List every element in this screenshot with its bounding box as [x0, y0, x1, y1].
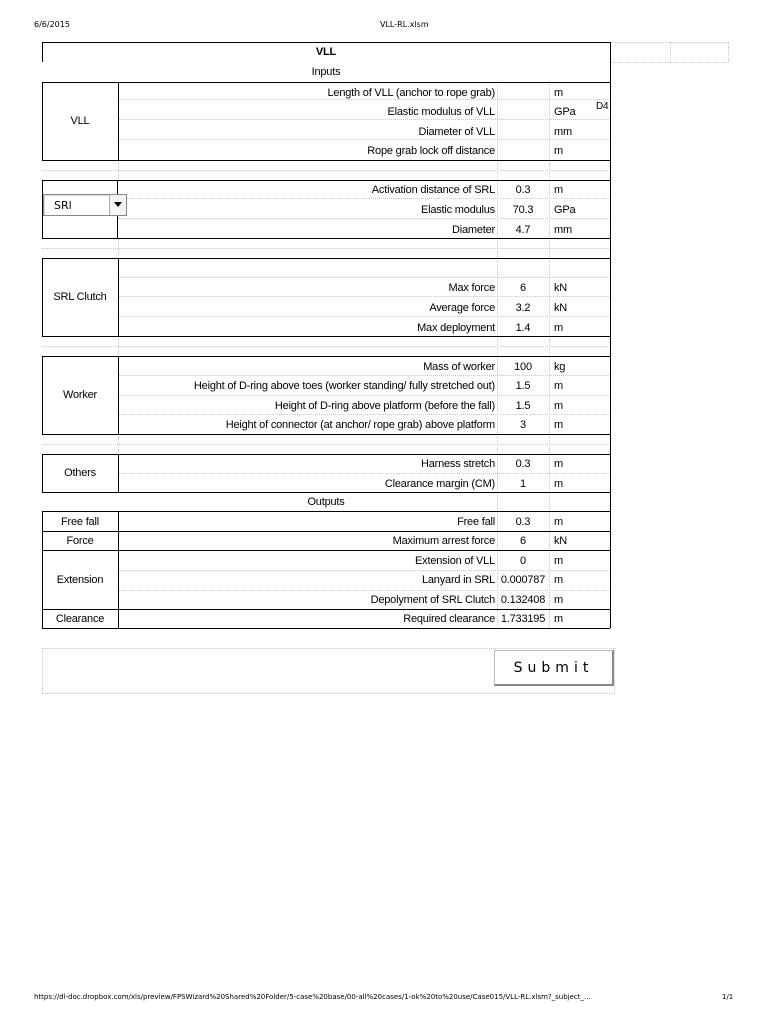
row-label: Mass of worker: [423, 361, 495, 373]
row-value[interactable]: 0.3: [515, 458, 531, 470]
row-value: 6: [520, 535, 526, 547]
row-value[interactable]: 70.3: [512, 204, 534, 216]
row-value[interactable]: 1.5: [515, 400, 531, 412]
row-label: Required clearance: [403, 613, 495, 625]
row-value[interactable]: 3: [520, 419, 526, 431]
row-value[interactable]: 1: [520, 478, 526, 490]
row-value: 0.000787: [500, 574, 546, 586]
output-label-extension: Extension: [56, 574, 104, 586]
row-label: Clearance margin (CM): [384, 478, 495, 490]
row-label: Length of VLL (anchor to rope grab): [327, 87, 495, 99]
row-unit: m: [554, 87, 563, 99]
row-value: 0: [520, 555, 526, 567]
section-label-srl-clutch: SRL Clutch: [53, 291, 107, 303]
row-unit: m: [554, 380, 563, 392]
row-label: Diameter: [451, 224, 495, 236]
outputs-heading: Outputs: [307, 496, 345, 508]
row-unit: kN: [554, 302, 568, 314]
row-label: Height of connector (at anchor/ rope grab) above platform: [225, 419, 495, 431]
row-unit: m: [554, 613, 563, 625]
row-label: Average force: [429, 302, 495, 314]
row-unit: m: [554, 516, 563, 528]
srl-type-value: SRl: [54, 199, 72, 212]
row-unit: m: [554, 145, 563, 157]
row-unit: m: [554, 322, 563, 334]
row-label: Elastic modulus: [420, 204, 495, 216]
row-label: Max force: [448, 282, 495, 294]
row-unit: GPa: [554, 106, 576, 118]
row-value[interactable]: 6: [520, 282, 526, 294]
srl-type-select[interactable]: [43, 194, 127, 216]
row-label: Max deployment: [417, 322, 495, 334]
output-label-force: Force: [66, 535, 94, 547]
row-value[interactable]: 1.5: [515, 380, 531, 392]
row-label: Diameter of VLL: [418, 126, 495, 138]
row-unit: m: [554, 419, 563, 431]
row-value[interactable]: 4.7: [515, 224, 531, 236]
row-unit: m: [554, 478, 563, 490]
cell-reference: D4: [596, 101, 609, 112]
inputs-heading: Inputs: [311, 66, 341, 78]
output-label-clearance: Clearance: [55, 613, 105, 625]
row-unit: m: [554, 594, 563, 606]
row-label: Height of D-ring above toes (worker standing/ fully stretched out): [193, 380, 495, 392]
row-value[interactable]: 1.4: [515, 322, 531, 334]
print-footer-url: https://dl-doc.dropbox.com/xls/preview/FPSWizard%20Shared%20Folder/5-case%20base/00-all%20cases/1-ok%20to%20use/Case015/VLL-RL.xlsm?_subject_...: [34, 993, 591, 1001]
row-value[interactable]: 0.3: [515, 184, 531, 196]
output-label-free-fall: Free fall: [61, 516, 99, 528]
row-label: Elastic modulus of VLL: [387, 106, 495, 118]
print-date: 6/6/2015: [34, 20, 70, 29]
row-value: 1.733195: [500, 613, 546, 625]
row-unit: mm: [554, 224, 572, 236]
row-unit: kN: [554, 282, 568, 294]
row-value: 0.3: [515, 516, 531, 528]
row-label: Harness stretch: [420, 458, 495, 470]
row-label: Extension of VLL: [415, 555, 495, 567]
row-value[interactable]: 3.2: [515, 302, 531, 314]
row-unit: m: [554, 555, 563, 567]
row-label: Activation distance of SRL: [371, 184, 495, 196]
row-unit: GPa: [554, 204, 576, 216]
row-unit: m: [554, 458, 563, 470]
row-label: Maximum arrest force: [392, 535, 495, 547]
row-unit: m: [554, 574, 563, 586]
row-label: Free fall: [457, 516, 495, 528]
row-unit: mm: [554, 126, 572, 138]
section-label-vll: VLL: [70, 115, 90, 127]
submit-button[interactable]: Submit: [494, 650, 614, 686]
print-page-number: 1/1: [722, 993, 734, 1001]
section-label-others: Others: [64, 467, 96, 479]
row-unit: m: [554, 184, 563, 196]
row-label: Lanyard in SRL: [421, 574, 495, 586]
row-value: 0.132408: [500, 594, 546, 606]
section-label-worker: Worker: [62, 389, 98, 401]
row-value[interactable]: 100: [514, 361, 532, 373]
row-label: Height of D-ring above platform (before the fall): [274, 400, 495, 412]
row-unit: kg: [554, 361, 566, 373]
row-unit: kN: [554, 535, 568, 547]
print-filename: VLL-RL.xlsm: [380, 20, 429, 29]
sheet-title: VLL: [315, 46, 337, 58]
row-unit: m: [554, 400, 563, 412]
row-label: Rope grab lock off distance: [367, 145, 495, 157]
row-label: Depolyment of SRL Clutch: [370, 594, 495, 606]
